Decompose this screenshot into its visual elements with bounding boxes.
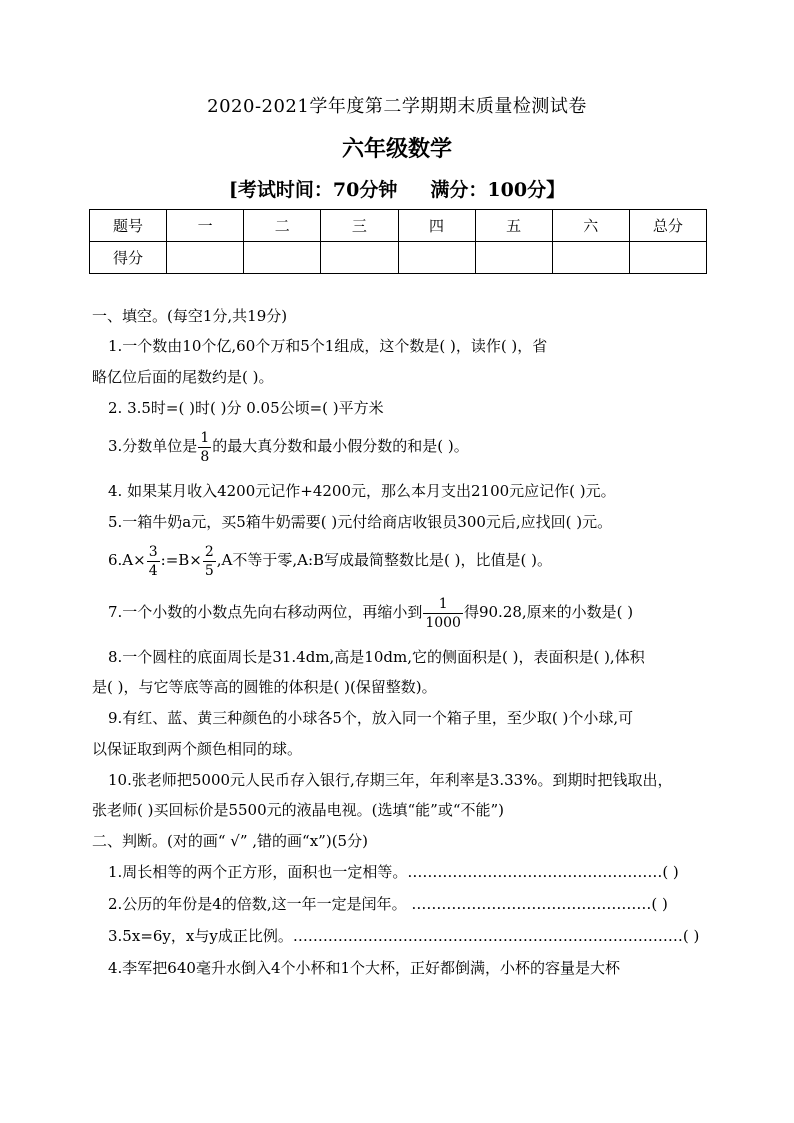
fraction-denominator: 5 <box>204 562 214 579</box>
score-cell: 五 <box>475 210 552 242</box>
fill-question-7 <box>108 594 633 630</box>
score-cell: 四 <box>398 210 475 242</box>
judge-question-4: 4.李军把640毫升水倒入4个小杯和1个大杯，正好都倒满，小杯的容量是大杯 <box>108 959 621 977</box>
q6-text-mid: :=B× <box>160 551 202 569</box>
fraction-denominator: 4 <box>148 562 158 579</box>
fill-question-1-cont: 略亿位后面的尾数约是( )。 <box>92 368 274 386</box>
q7-text-post: 得90.28,原来的小数是( ) <box>463 603 634 621</box>
score-cell: 三 <box>321 210 398 242</box>
section-fill-heading: 一、填空。(每空1分,共19分) <box>92 307 288 325</box>
q3-text-post: 的最大真分数和最小假分数的和是( )。 <box>212 437 469 455</box>
score-input-cell[interactable] <box>552 242 629 274</box>
judge-question-1: 1.周长相等的两个正方形，面积也一定相等。……………………………………………( ) <box>108 863 679 881</box>
score-table <box>89 209 707 274</box>
fraction-2-5 <box>203 545 216 578</box>
fill-question-9: 9.有红、蓝、黄三种颜色的小球各5个，放入同一个箱子里，至少取( )个小球,可 <box>108 709 634 727</box>
score-cell: 二 <box>244 210 321 242</box>
fill-question-4: 4. 如果某月收入4200元记作+4200元，那么本月支出2100元应记作( )元。 <box>108 482 616 500</box>
fill-question-2: 2. 3.5时=( )时( )分 0.05公顷=( )平方米 <box>108 399 384 417</box>
q3-text-pre: 3.分数单位是 <box>108 437 198 455</box>
section-judge-heading: 二、判断。(对的画“ √” ,错的画“x”)(5分) <box>92 832 368 850</box>
score-row-label: 得分 <box>90 242 167 274</box>
fraction-3-4 <box>147 545 160 578</box>
score-cell: 题号 <box>90 210 167 242</box>
fraction-1-8 <box>198 431 211 464</box>
fraction-1-1000 <box>423 597 463 630</box>
fill-question-1: 1.一个数由10个亿,60个万和5个1组成，这个数是( )，读作( )，省 <box>108 337 548 355</box>
score-input-cell[interactable] <box>321 242 398 274</box>
score-cell: 总分 <box>629 210 706 242</box>
score-table-score-row <box>90 242 707 274</box>
fill-question-6 <box>108 542 552 578</box>
score-input-cell[interactable] <box>167 242 244 274</box>
score-table-header-row <box>90 210 707 242</box>
fraction-numerator: 2 <box>204 543 214 560</box>
fill-question-3 <box>108 428 469 464</box>
fill-question-5: 5.一箱牛奶a元，买5箱牛奶需要( )元付给商店收银员300元后,应找回( )元。 <box>108 513 613 531</box>
subject-title: 六年级数学 <box>341 136 452 162</box>
score-input-cell[interactable] <box>629 242 706 274</box>
q7-text-pre: 7.一个小数的小数点先向右移动两位，再缩小到 <box>108 603 423 621</box>
score-input-cell[interactable] <box>398 242 475 274</box>
score-input-cell[interactable] <box>244 242 321 274</box>
fraction-denominator: 8 <box>200 448 210 465</box>
score-cell: 六 <box>552 210 629 242</box>
fill-question-8: 8.一个圆柱的底面周长是31.4dm,高是10dm,它的侧面积是( )，表面积是( ),体积 <box>108 648 645 666</box>
q6-text-pre: 6.A× <box>108 551 146 569</box>
fill-question-10-cont: 张老师( )买回标价是5500元的液晶电视。(选填“能”或“不能”) <box>92 801 505 819</box>
fill-question-8-cont: 是( )，与它等底等高的圆锥的体积是( )(保留整数)。 <box>92 678 437 696</box>
fraction-numerator: 3 <box>148 543 158 560</box>
fill-question-10: 10.张老师把5000元人民币存入银行,存期三年，年利率是3.33%。到期时把钱取出， <box>108 771 673 789</box>
exam-title: 2020-2021学年度第二学期期末质量检测试卷 <box>207 96 587 117</box>
judge-question-3: 3.5x=6y，x与y成正比例。……………………………………………………………………( ) <box>108 927 700 945</box>
fill-question-9-cont: 以保证取到两个颜色相同的球。 <box>92 740 303 758</box>
score-input-cell[interactable] <box>475 242 552 274</box>
fraction-numerator: 1 <box>200 429 210 446</box>
fraction-denominator: 1000 <box>425 614 461 631</box>
q6-text-post: ,A不等于零,A:B写成最简整数比是( )，比值是( )。 <box>216 551 553 569</box>
score-cell: 一 <box>167 210 244 242</box>
fraction-numerator: 1 <box>423 597 463 614</box>
exam-info: [考试时间：70分钟 满分：100分】 <box>228 179 566 201</box>
judge-question-2: 2.公历的年份是4的倍数,这一年一定是闰年。 …………………………………………( ) <box>108 895 668 913</box>
